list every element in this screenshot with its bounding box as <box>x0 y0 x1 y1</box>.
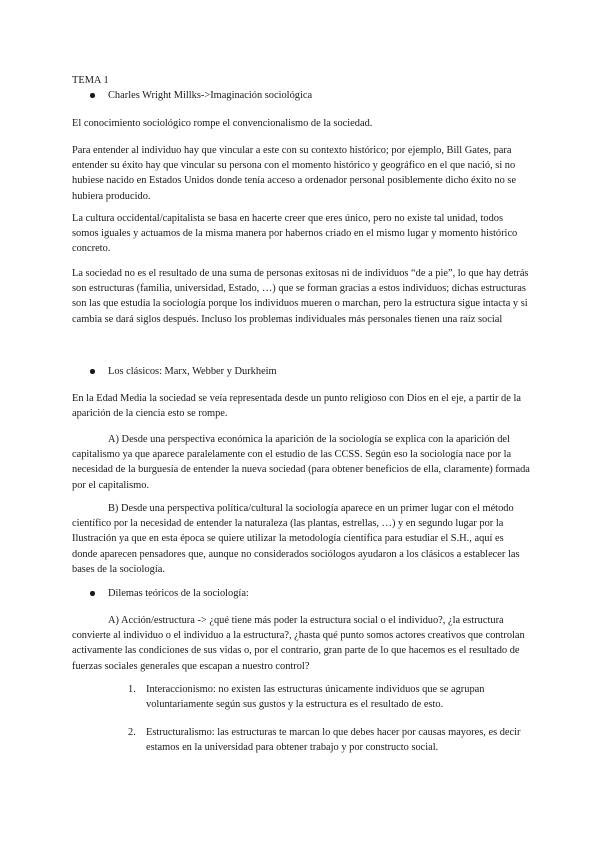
bullet-text: Dilemas teóricos de la sociología: <box>108 588 249 599</box>
list-text: Interaccionismo: no existen las estructuras únicamente individuos que se agrupan voluntariamente según sus gustos y la estructura es el resultado de esto. <box>146 684 485 711</box>
page-heading: TEMA 1 <box>72 75 109 86</box>
paragraph: La sociedad no es el resultado de una suma de personas exitosas ni de individuos “de a pie”, lo que hay detrás son estructuras (familia, universidad, Estado, …) que se forman gracias a estos individuos; dichas estructuras son las que estudia la sociología porque los individuos mueren o marchan, pero la estructura sigue intacta y si cambia se dará siglos después. Incluso los problemas individuales más personales tienen una raíz social <box>72 268 529 325</box>
list-number: 2. <box>128 727 136 738</box>
paragraph: A) Acción/estructura -> ¿qué tiene más poder la estructura social o el individuo?, ¿la estructura convierte al individuo o el individuo a la estructura?, ¿hasta qué punto somos actores creativos que controlan activamente las condiciones de sus vidas o, por el contrario, gran parte de lo que hacemos es el resultado de fuerzas sociales generales que escapan a nuestro control? <box>72 615 525 672</box>
paragraph: B) Desde una perspectiva política/cultural la sociología aparece en un primer lugar con el método científico por la necesidad de entender la naturaleza (las plantas, estrellas, …) y en segundo lugar por la Ilustración ya que en esta época se quiere utilizar la metodología científica para estudiar el S.H., aquí es donde aparecen pensadores que, aunque no considerados sociólogos ayudaron a los clásicos a establecer las bases de la sociología. <box>72 503 520 575</box>
paragraph: En la Edad Media la sociedad se veía representada desde un punto religioso con Dios en el eje, a partir de la aparición de la ciencia esto se rompe. <box>72 393 521 420</box>
list-item <box>128 725 528 755</box>
list-item <box>128 682 528 712</box>
bullet-dot-icon <box>90 369 95 374</box>
bullet-text: Los clásicos: Marx, Webber y Durkheim <box>108 366 277 377</box>
paragraph: Para entender al individuo hay que vincular a este con su contexto histórico; por ejemplo, Bill Gates, para entender su éxito hay que vincular su persona con el momento histórico y geográfico en el que nació, si no hubiese nacido en Estados Unidos donde tenía acceso a ordenador personal posiblemente dicho éxito no se hubiera producido. <box>72 145 517 202</box>
paragraph: El conocimiento sociológico rompe el convencionalismo de la sociedad. <box>72 118 373 129</box>
bullet-dot-icon <box>90 93 95 98</box>
bullet-dot-icon <box>90 591 95 596</box>
list-number: 1. <box>128 684 136 695</box>
paragraph: A) Desde una perspectiva económica la aparición de la sociología se explica con la aparición del capitalismo ya que aparece paralelamente con el estudio de las CCSS. Según eso la sociología nace por la necesidad de la burguesía de entender la nueva sociedad (para obtener beneficios de ella, claramente) formada por el capitalismo. <box>72 434 530 491</box>
bullet-text: Charles Wright Millks->Imaginación sociológica <box>108 90 313 101</box>
list-text: Estructuralismo: las estructuras te marcan lo que debes hacer por causas mayores, es decir estamos en la universidad para obtener trabajo y por constructo social. <box>146 727 521 754</box>
paragraph: La cultura occidental/capitalista se basa en hacerte creer que eres único, pero no existe tal unidad, todos somos iguales y actuamos de la misma manera por habernos criado en el mismo lugar y momento histórico concreto. <box>72 213 518 255</box>
